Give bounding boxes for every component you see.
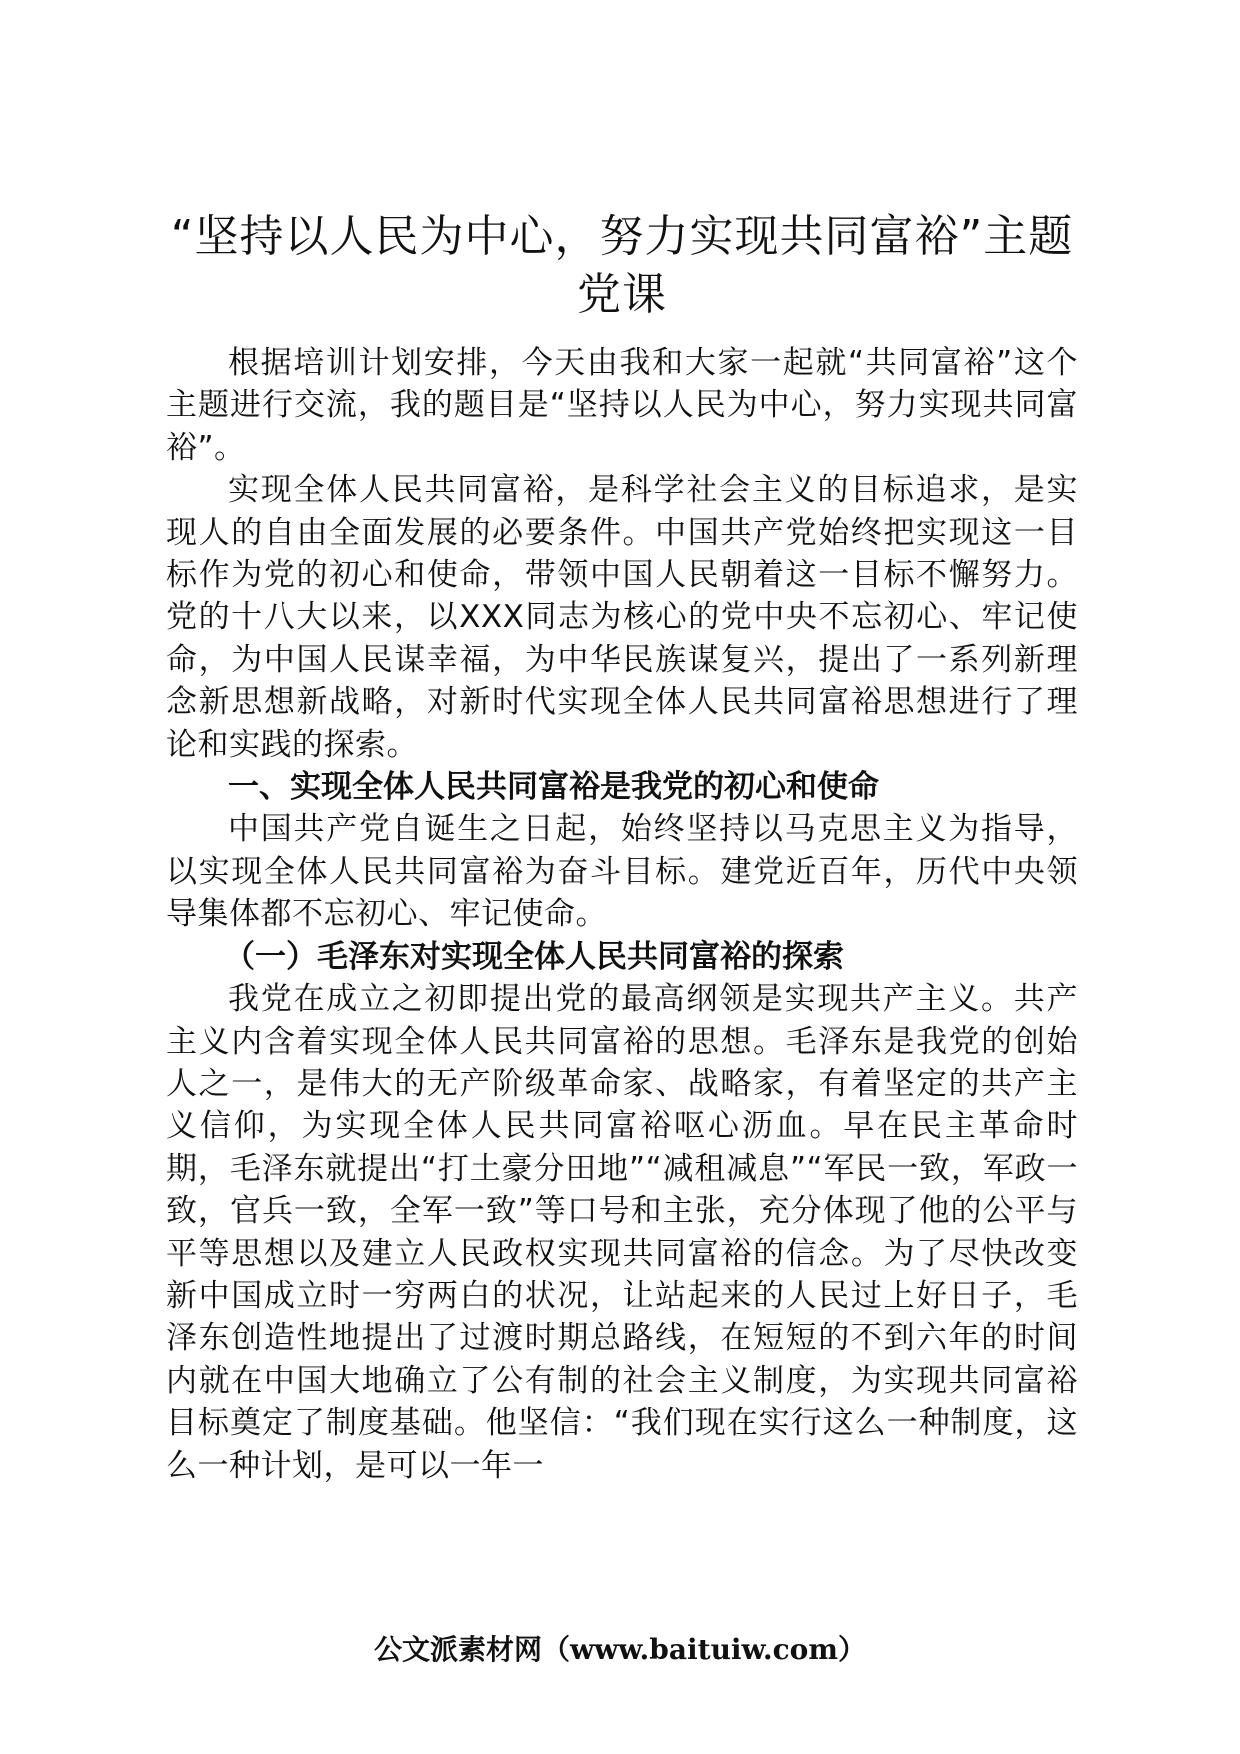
- footer-watermark: 公文派素材网（www.baituiw.com）: [374, 1633, 866, 1666]
- paragraph-intro: 根据培训计划安排，今天由我和大家一起就“共同富裕”这个主题进行交流，我的题目是“坚持以人民为中心，努力实现共同富裕”。: [166, 345, 1078, 466]
- document-title: “坚持以人民为中心，努力实现共同富裕”主题党课: [170, 211, 1074, 320]
- section-heading-1: 一、实现全体人民共同富裕是我党的初心和使命: [228, 769, 879, 806]
- document-page: [166, 208, 1078, 1487]
- paragraph-background: 实现全体人民共同富裕，是科学社会主义的目标追求，是实现人的自由全面发展的必要条件。中国共产党始终把实现这一目标作为党的初心和使命，带领中国人民朝着这一目标不懈努力。党的十八大以来，以XXX同志为核心的党中央不忘初心、牢记使命，为中国人民谋幸福，为中华民族谋复兴，提出了一系列新理念新思想新战略，对新时代实现全体人民共同富裕思想进行了理论和实践的探索。: [166, 472, 1078, 763]
- paragraph-subsection-1: 我党在成立之初即提出党的最高纲领是实现共产主义。共产主义内含着实现全体人民共同富裕的思想。毛泽东是我党的创始人之一，是伟大的无产阶级革命家、战略家，有着坚定的共产主义信仰，为实现全体人民共同富裕呕心沥血。早在民主革命时期，毛泽东就提出“打土豪分田地”“减租减息”“军民一致，军政一致，官兵一致，全军一致”等口号和主张，充分体现了他的公平与平等思想以及建立人民政权实现共同富裕的信念。为了尽快改变新中国成立时一穷两白的状况，让站起来的人民过上好日子，毛泽东创造性地提出了过渡时期总路线，在短短的不到六年的时间内就在中国大地确立了公有制的社会主义制度，为实现共同富裕目标奠定了制度基础。他坚信：“我们现在实行这么一种制度，这么一种计划，是可以一年一: [166, 981, 1078, 1484]
- subsection-heading-1: （一）毛泽东对实现全体人民共同富裕的探索: [224, 938, 844, 975]
- paragraph-section-1: 中国共产党自诞生之日起，始终坚持以马克思主义为指导，以实现全体人民共同富裕为奋斗目标。建党近百年，历代中央领导集体都不忘初心、牢记使命。: [166, 811, 1078, 933]
